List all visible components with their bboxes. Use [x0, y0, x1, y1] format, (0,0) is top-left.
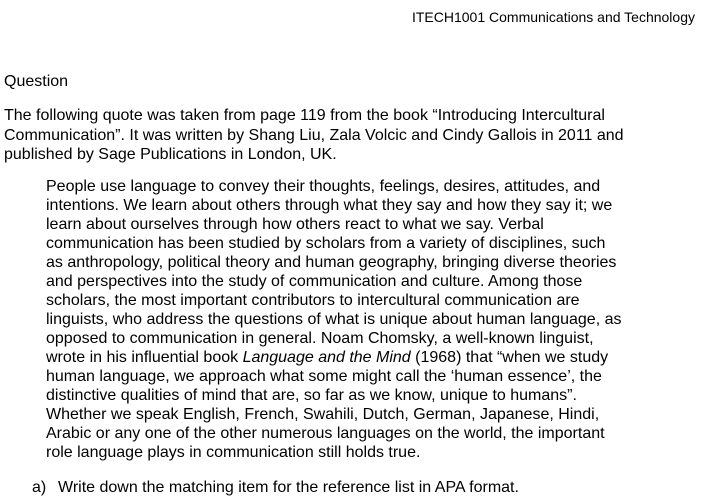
quote-line: human language, we approach what some might call the ‘human essence’, the — [46, 368, 602, 385]
intro-line: published by Sage Publications in London, UK. — [4, 146, 337, 163]
quote-line: learn about ourselves through how others react to what we say. Verbal — [46, 216, 544, 233]
quote-line: opposed to communication in general. Noam Chomsky, a well-known linguist, — [46, 330, 594, 347]
quote-text-before-title: wrote in his influential book — [46, 349, 243, 366]
quote-line: Arabic or any one of the other numerous languages on the world, the important — [46, 425, 605, 442]
quote-line: as anthropology, political theory and human geography, bringing diverse theories — [46, 254, 617, 271]
quote-line: People use language to convey their thoughts, feelings, desires, attitudes, and — [46, 178, 601, 195]
intro-paragraph — [4, 106, 704, 165]
list-item-text: Write down the matching item for the reference list in APA format. — [58, 479, 519, 496]
question-label: Question — [4, 73, 69, 90]
quote-line: role language plays in communication still holds true. — [46, 444, 421, 461]
quote-line: and perspectives into the study of communication and culture. Among those — [46, 273, 583, 290]
quote-line: Whether we speak English, French, Swahili, Dutch, German, Japanese, Hindi, — [46, 406, 600, 423]
quote-line: linguists, who address the questions of what is unique about human language, as — [46, 311, 622, 328]
intro-line: Communication”. It was written by Shang Liu, Zala Volcic and Cindy Gallois in 2011 and — [4, 126, 624, 144]
quote-line: distinctive qualities of mind that are, so far as we know, unique to humans”. — [46, 387, 577, 404]
block-quote — [46, 177, 706, 462]
quote-text-after-title: (1968) that “when we study — [410, 349, 609, 366]
list-marker: a) — [32, 479, 47, 496]
list-item-a — [32, 478, 519, 497]
quote-line: intentions. We learn about others through what they say and how they say it; we — [46, 197, 613, 214]
quote-line: scholars, the most important contributors to intercultural communication are — [46, 292, 580, 309]
quote-line-with-title — [46, 348, 706, 367]
course-header: ITECH1001 Communications and Technology — [411, 9, 695, 25]
book-title: Language and the Mind — [242, 349, 411, 366]
intro-line: The following quote was taken from page 119 from the book “Introducing Intercultural — [4, 107, 605, 124]
quote-line: communication has been studied by scholars from a variety of disciplines, such — [46, 235, 606, 252]
